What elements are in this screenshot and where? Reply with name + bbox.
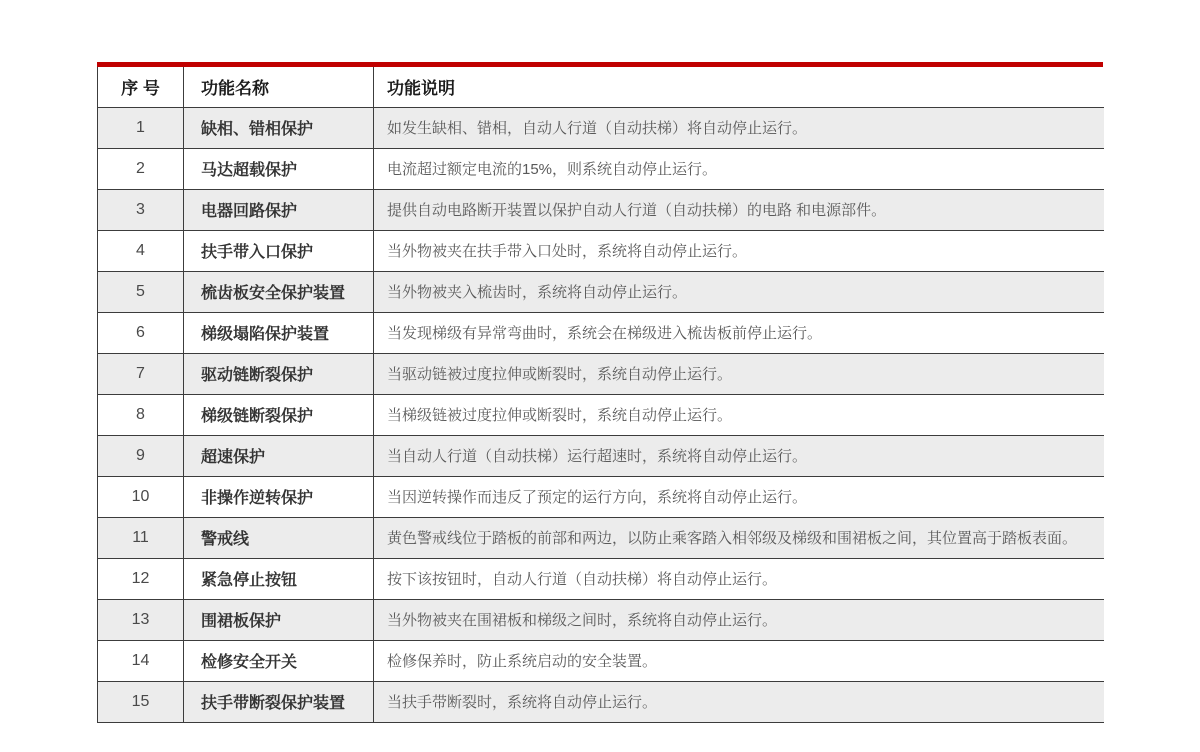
column-header-number: 序 号 <box>98 67 184 107</box>
table-row <box>98 476 1104 517</box>
table-row <box>98 435 1104 476</box>
function-name-cell: 紧急停止按钮 <box>184 558 374 599</box>
table-row <box>98 517 1104 558</box>
function-description-cell: 当发现梯级有异常弯曲时，系统会在梯级进入梳齿板前停止运行。 <box>374 312 1104 353</box>
function-name-cell: 驱动链断裂保护 <box>184 353 374 394</box>
function-description-cell: 如发生缺相、错相，自动人行道（自动扶梯）将自动停止运行。 <box>374 107 1104 148</box>
function-description-cell: 当外物被夹入梳齿时，系统将自动停止运行。 <box>374 271 1104 312</box>
function-description-cell: 电流超过额定电流的15%，则系统自动停止运行。 <box>374 148 1104 189</box>
table-row <box>98 189 1104 230</box>
table-row <box>98 312 1104 353</box>
function-description-cell: 当扶手带断裂时，系统将自动停止运行。 <box>374 681 1104 722</box>
table-row <box>98 107 1104 148</box>
function-description-cell: 当外物被夹在围裙板和梯级之间时，系统将自动停止运行。 <box>374 599 1104 640</box>
table-row <box>98 558 1104 599</box>
row-number-cell: 10 <box>98 476 184 517</box>
function-name-cell: 检修安全开关 <box>184 640 374 681</box>
function-name-cell: 梯级链断裂保护 <box>184 394 374 435</box>
table-row <box>98 271 1104 312</box>
function-description-cell: 按下该按钮时，自动人行道（自动扶梯）将自动停止运行。 <box>374 558 1104 599</box>
function-description-cell: 当驱动链被过度拉伸或断裂时，系统自动停止运行。 <box>374 353 1104 394</box>
row-number-cell: 2 <box>98 148 184 189</box>
function-name-cell: 扶手带入口保护 <box>184 230 374 271</box>
function-name-cell: 警戒线 <box>184 517 374 558</box>
row-number-cell: 5 <box>98 271 184 312</box>
function-description-cell: 检修保养时，防止系统启动的安全装置。 <box>374 640 1104 681</box>
row-number-cell: 13 <box>98 599 184 640</box>
function-name-cell: 围裙板保护 <box>184 599 374 640</box>
row-number-cell: 8 <box>98 394 184 435</box>
table-row <box>98 640 1104 681</box>
function-name-cell: 梯级塌陷保护装置 <box>184 312 374 353</box>
table-row <box>98 230 1104 271</box>
function-description-cell: 当梯级链被过度拉伸或断裂时，系统自动停止运行。 <box>374 394 1104 435</box>
column-header-function-name: 功能名称 <box>184 67 374 107</box>
function-name-cell: 电器回路保护 <box>184 189 374 230</box>
function-description-cell: 黄色警戒线位于踏板的前部和两边，以防止乘客踏入相邻级及梯级和围裙板之间，其位置高于踏板表面。 <box>374 517 1104 558</box>
function-name-cell: 梳齿板安全保护装置 <box>184 271 374 312</box>
row-number-cell: 14 <box>98 640 184 681</box>
row-number-cell: 1 <box>98 107 184 148</box>
function-table <box>97 67 1104 723</box>
column-header-function-description: 功能说明 <box>374 67 1104 107</box>
row-number-cell: 11 <box>98 517 184 558</box>
table-row <box>98 353 1104 394</box>
function-name-cell: 超速保护 <box>184 435 374 476</box>
row-number-cell: 15 <box>98 681 184 722</box>
table-row <box>98 148 1104 189</box>
row-number-cell: 3 <box>98 189 184 230</box>
function-name-cell: 扶手带断裂保护装置 <box>184 681 374 722</box>
row-number-cell: 9 <box>98 435 184 476</box>
header-row <box>98 67 1104 107</box>
function-description-cell: 当外物被夹在扶手带入口处时，系统将自动停止运行。 <box>374 230 1104 271</box>
row-number-cell: 6 <box>98 312 184 353</box>
row-number-cell: 12 <box>98 558 184 599</box>
function-table-section <box>97 62 1103 723</box>
table-row <box>98 681 1104 722</box>
table-row <box>98 599 1104 640</box>
row-number-cell: 7 <box>98 353 184 394</box>
function-description-cell: 当自动人行道（自动扶梯）运行超速时，系统将自动停止运行。 <box>374 435 1104 476</box>
function-name-cell: 非操作逆转保护 <box>184 476 374 517</box>
function-description-cell: 提供自动电路断开装置以保护自动人行道（自动扶梯）的电路 和电源部件。 <box>374 189 1104 230</box>
row-number-cell: 4 <box>98 230 184 271</box>
function-name-cell: 马达超载保护 <box>184 148 374 189</box>
function-name-cell: 缺相、错相保护 <box>184 107 374 148</box>
function-description-cell: 当因逆转操作而违反了预定的运行方向，系统将自动停止运行。 <box>374 476 1104 517</box>
table-row <box>98 394 1104 435</box>
